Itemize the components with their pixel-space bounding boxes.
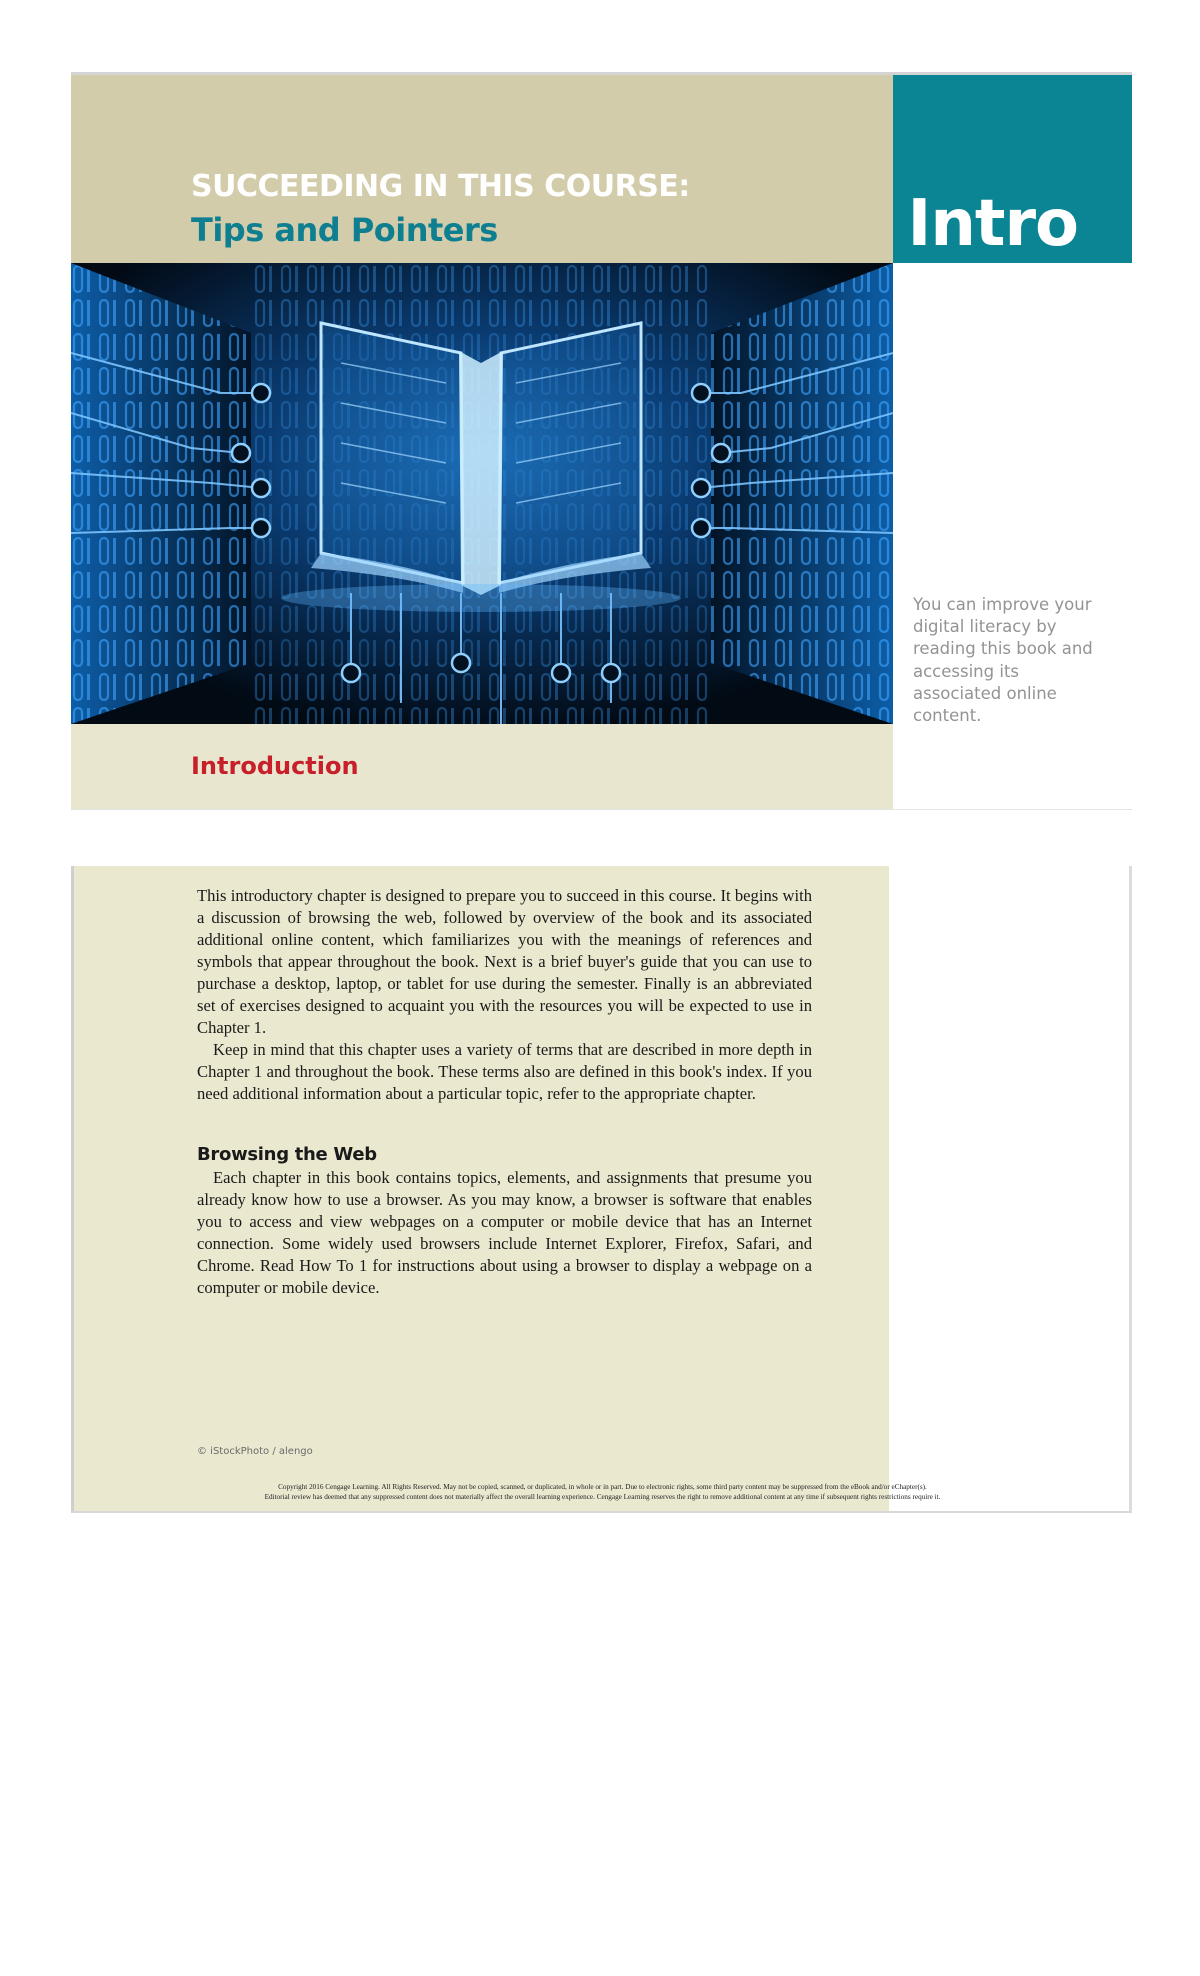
browsing-text-column [197,1167,812,1299]
page-bottom-edge [71,1511,1132,1513]
intro-paragraph-1: This introductory chapter is designed to prepare you to succeed in this course. It begins with a discussion of browsing the web, followed by overview of the book and its associated additional online content, which familiarizes you with the meanings of references and symbols that appear throughout the book. Next is a brief buyer's guide that you can use to purchase a desktop, laptop, or tablet for use during the semester. Finally is an abbreviated set of exercises designed to acquaint you with the resources you will be expected to use in Chapter 1. [197,886,812,1037]
copyright-line-1: Copyright 2016 Cengage Learning. All Rights Reserved. May not be copied, scanned, or duplicated, in whole or in part. Due to electronic rights, some third party content may be suppressed from the eBook and/or eChapter(s). [278,1483,927,1491]
section-title: Introduction [191,752,359,780]
chapter-opener-page [71,72,1132,810]
chapter-tab [893,75,1132,263]
hero-image [71,263,893,724]
intro-paragraph-2: Keep in mind that this chapter uses a variety of terms that are described in more depth in Chapter 1 and throughout the book. These terms also are defined in this book's index. If you need additional information about a particular topic, refer to the appropriate chapter. [197,1040,812,1103]
copyright-line-2: Editorial review has deemed that any suppressed content does not materially affect the overall learning experience. Cengage Learning reserves the right to remove additional content at any time if subsequent rights restrictions require it. [264,1493,941,1501]
digital-book-binary-image [71,263,893,724]
chapter-kicker: SUCCEEDING IN THIS COURSE: [191,169,690,204]
intro-text-column [197,885,812,1105]
copyright-notice [195,1482,1010,1502]
heading-browsing-the-web: Browsing the Web [197,1144,377,1165]
page-right-edge [1129,866,1132,1513]
browsing-paragraph: Each chapter in this book contains topics, elements, and assignments that presume you already know how to use a browser. As you may know, a browser is software that enables you to access and view webpages on a computer or mobile device that has an Internet connection. Some widely used browsers include Internet Explorer, Firefox, Safari, and Chrome. Read How To 1 for instructions about using a browser to display a webpage on a computer or mobile device. [197,1168,812,1297]
page-bottom-rule [71,809,1132,810]
chapter-tab-label: Intro [907,187,1078,261]
body-page [71,866,1132,1513]
chapter-subtitle: Tips and Pointers [191,211,498,249]
sidebar-note: You can improve your digital literacy by reading this book and accessing its associated online content. [913,595,1093,726]
image-credit: © iStockPhoto / alengo [197,1446,313,1457]
